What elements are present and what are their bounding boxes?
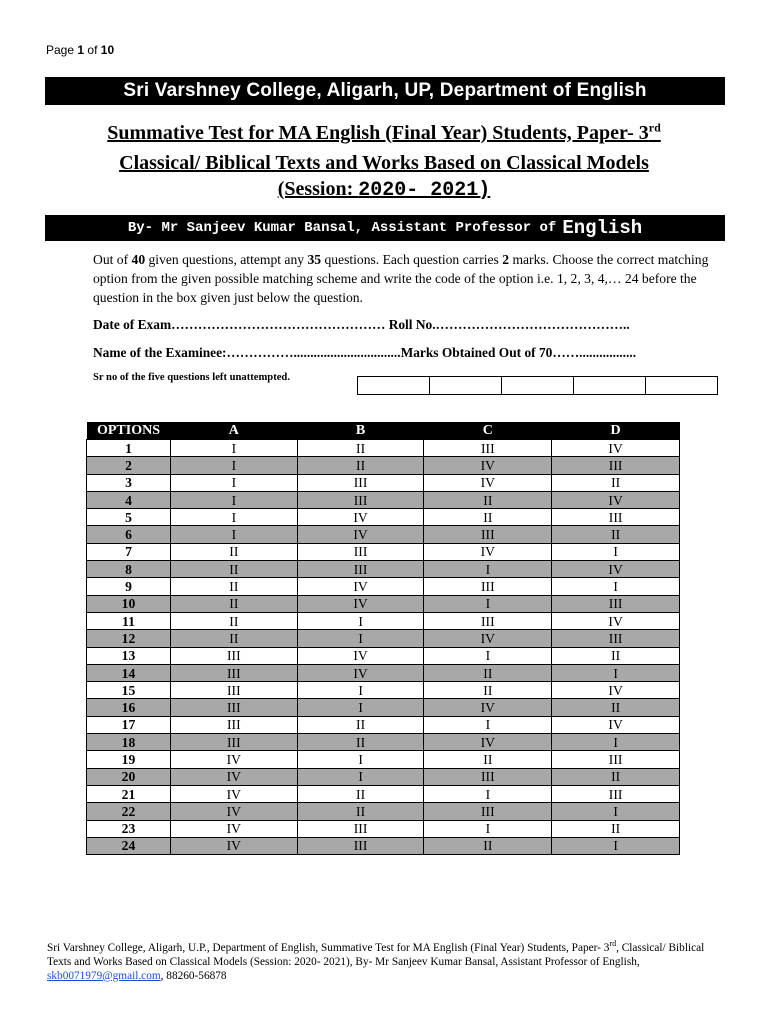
page-number: Page 1 of 10 bbox=[46, 43, 115, 57]
option-cell: III bbox=[424, 768, 552, 785]
option-cell: II bbox=[552, 474, 680, 491]
option-cell: I bbox=[297, 682, 424, 699]
option-cell: I bbox=[170, 526, 297, 543]
option-cell: IV bbox=[297, 595, 424, 612]
option-cell: III bbox=[552, 751, 680, 768]
option-cell: IV bbox=[170, 768, 297, 785]
table-row bbox=[87, 837, 680, 854]
option-cell: II bbox=[424, 682, 552, 699]
option-cell: IV bbox=[297, 664, 424, 681]
footer: Sri Varshney College, Aligarh, U.P., Department of English, Summative Test for MA English (Final Year) Students, Paper- 3rd, Classical/ Biblical Texts and Works Based on Classical Models (Session: 2020- 2021), By- Mr Sanjeev Kumar Bansal, Assistant Professor of English, skb0071979@gmail.com, 88260-56878 bbox=[47, 939, 705, 982]
option-number: 6 bbox=[87, 526, 171, 543]
column-header: D bbox=[552, 422, 680, 440]
option-cell: IV bbox=[297, 509, 424, 526]
option-number: 16 bbox=[87, 699, 171, 716]
column-header: C bbox=[424, 422, 552, 440]
table-row bbox=[87, 543, 680, 560]
option-cell: III bbox=[297, 561, 424, 578]
table-row bbox=[87, 699, 680, 716]
unattempted-box[interactable] bbox=[430, 377, 502, 394]
option-cell: I bbox=[297, 699, 424, 716]
option-cell: I bbox=[170, 474, 297, 491]
table-row bbox=[87, 820, 680, 837]
option-number: 18 bbox=[87, 734, 171, 751]
date-rollno-field[interactable]: Date of Exam………………………………………… Roll No.…………………………………….. bbox=[93, 317, 630, 332]
option-cell: III bbox=[297, 491, 424, 508]
option-number: 22 bbox=[87, 803, 171, 820]
option-cell: II bbox=[297, 785, 424, 802]
option-number: 8 bbox=[87, 561, 171, 578]
option-number: 11 bbox=[87, 612, 171, 629]
option-cell: IV bbox=[552, 716, 680, 733]
option-cell: IV bbox=[424, 543, 552, 560]
table-row bbox=[87, 630, 680, 647]
table-row bbox=[87, 664, 680, 681]
option-cell: IV bbox=[552, 682, 680, 699]
table-row bbox=[87, 526, 680, 543]
option-cell: I bbox=[424, 595, 552, 612]
column-header: A bbox=[170, 422, 297, 440]
option-cell: IV bbox=[424, 699, 552, 716]
option-cell: II bbox=[170, 578, 297, 595]
option-cell: IV bbox=[170, 785, 297, 802]
option-cell: III bbox=[170, 716, 297, 733]
option-cell: I bbox=[424, 647, 552, 664]
author-banner: By- Mr Sanjeev Kumar Bansal, Assistant Professor of English bbox=[45, 215, 725, 241]
table-row bbox=[87, 647, 680, 664]
option-cell: III bbox=[170, 682, 297, 699]
unattempted-boxes bbox=[357, 376, 718, 395]
column-header: OPTIONS bbox=[87, 422, 171, 440]
option-cell: IV bbox=[170, 820, 297, 837]
option-cell: I bbox=[424, 820, 552, 837]
option-cell: III bbox=[424, 526, 552, 543]
option-cell: IV bbox=[297, 647, 424, 664]
option-cell: II bbox=[297, 457, 424, 474]
option-number: 17 bbox=[87, 716, 171, 733]
option-cell: II bbox=[424, 837, 552, 854]
option-cell: III bbox=[424, 803, 552, 820]
option-cell: IV bbox=[170, 837, 297, 854]
option-cell: II bbox=[552, 699, 680, 716]
option-cell: I bbox=[170, 440, 297, 457]
table-body bbox=[87, 440, 680, 855]
option-cell: I bbox=[297, 768, 424, 785]
option-number: 7 bbox=[87, 543, 171, 560]
option-number: 23 bbox=[87, 820, 171, 837]
option-cell: III bbox=[424, 578, 552, 595]
table-row bbox=[87, 440, 680, 457]
email-link[interactable]: skb0071979@gmail.com bbox=[47, 969, 161, 982]
table-row bbox=[87, 716, 680, 733]
option-cell: I bbox=[297, 751, 424, 768]
table-row bbox=[87, 734, 680, 751]
option-cell: I bbox=[552, 543, 680, 560]
option-cell: II bbox=[170, 561, 297, 578]
option-cell: II bbox=[424, 491, 552, 508]
table-header-row bbox=[87, 422, 680, 440]
table-row bbox=[87, 595, 680, 612]
option-cell: II bbox=[552, 820, 680, 837]
option-cell: I bbox=[552, 837, 680, 854]
option-cell: IV bbox=[424, 734, 552, 751]
option-cell: II bbox=[424, 509, 552, 526]
option-number: 24 bbox=[87, 837, 171, 854]
option-cell: II bbox=[424, 664, 552, 681]
table-row bbox=[87, 474, 680, 491]
option-cell: II bbox=[297, 440, 424, 457]
unattempted-box[interactable] bbox=[646, 377, 717, 394]
option-cell: III bbox=[297, 543, 424, 560]
options-table bbox=[86, 422, 680, 855]
option-cell: IV bbox=[424, 474, 552, 491]
option-cell: I bbox=[552, 664, 680, 681]
unattempted-box[interactable] bbox=[502, 377, 574, 394]
option-cell: II bbox=[297, 803, 424, 820]
option-number: 2 bbox=[87, 457, 171, 474]
option-cell: I bbox=[297, 612, 424, 629]
table-row bbox=[87, 491, 680, 508]
table-row bbox=[87, 768, 680, 785]
table-row bbox=[87, 561, 680, 578]
option-cell: II bbox=[170, 543, 297, 560]
option-cell: IV bbox=[297, 578, 424, 595]
option-cell: III bbox=[170, 734, 297, 751]
option-cell: I bbox=[424, 785, 552, 802]
option-cell: IV bbox=[424, 457, 552, 474]
option-cell: III bbox=[170, 647, 297, 664]
option-cell: II bbox=[424, 751, 552, 768]
option-cell: III bbox=[552, 509, 680, 526]
paper-subtitle: Classical/ Biblical Texts and Works Based on Classical Models (Session: 2020- 2021) bbox=[119, 152, 649, 202]
option-number: 15 bbox=[87, 682, 171, 699]
option-cell: IV bbox=[552, 561, 680, 578]
option-number: 14 bbox=[87, 664, 171, 681]
option-cell: I bbox=[552, 803, 680, 820]
test-title: Summative Test for MA English (Final Year) Students, Paper- 3rd bbox=[107, 120, 661, 144]
option-cell: IV bbox=[297, 526, 424, 543]
option-cell: I bbox=[170, 457, 297, 474]
option-cell: III bbox=[297, 820, 424, 837]
unattempted-label: Sr no of the five questions left unattempted. bbox=[93, 372, 290, 383]
option-cell: III bbox=[297, 837, 424, 854]
table-row bbox=[87, 803, 680, 820]
option-number: 5 bbox=[87, 509, 171, 526]
option-number: 21 bbox=[87, 785, 171, 802]
college-banner: Sri Varshney College, Aligarh, UP, Department of English bbox=[45, 77, 725, 105]
option-cell: I bbox=[170, 491, 297, 508]
table-row bbox=[87, 457, 680, 474]
option-number: 3 bbox=[87, 474, 171, 491]
option-cell: III bbox=[552, 785, 680, 802]
table-row bbox=[87, 682, 680, 699]
option-cell: II bbox=[170, 595, 297, 612]
option-cell: I bbox=[424, 716, 552, 733]
option-cell: II bbox=[552, 768, 680, 785]
option-number: 20 bbox=[87, 768, 171, 785]
instructions-paragraph: Out of 40 given questions, attempt any 35 questions. Each question carries 2 marks. Choose the correct matching option from the given possible matching scheme and write the code of the option i.e. 1, 2, 3, 4,… 24 before the question in the box given just below the question. bbox=[93, 252, 709, 305]
option-cell: I bbox=[170, 509, 297, 526]
option-number: 10 bbox=[87, 595, 171, 612]
unattempted-box[interactable] bbox=[358, 377, 430, 394]
option-cell: III bbox=[424, 612, 552, 629]
option-cell: I bbox=[552, 734, 680, 751]
option-cell: IV bbox=[170, 751, 297, 768]
option-cell: III bbox=[297, 474, 424, 491]
option-cell: II bbox=[170, 630, 297, 647]
option-cell: III bbox=[424, 440, 552, 457]
option-cell: II bbox=[170, 612, 297, 629]
table-row bbox=[87, 785, 680, 802]
table-row bbox=[87, 509, 680, 526]
option-cell: III bbox=[170, 699, 297, 716]
option-number: 1 bbox=[87, 440, 171, 457]
option-cell: IV bbox=[552, 612, 680, 629]
option-cell: III bbox=[170, 664, 297, 681]
option-cell: I bbox=[424, 561, 552, 578]
option-cell: I bbox=[297, 630, 424, 647]
option-number: 9 bbox=[87, 578, 171, 595]
option-cell: II bbox=[552, 526, 680, 543]
option-cell: IV bbox=[552, 440, 680, 457]
option-number: 13 bbox=[87, 647, 171, 664]
table-row bbox=[87, 751, 680, 768]
unattempted-box[interactable] bbox=[574, 377, 646, 394]
option-number: 12 bbox=[87, 630, 171, 647]
option-cell: II bbox=[297, 734, 424, 751]
option-cell: IV bbox=[170, 803, 297, 820]
table-row bbox=[87, 612, 680, 629]
option-number: 19 bbox=[87, 751, 171, 768]
option-cell: IV bbox=[552, 491, 680, 508]
examinee-marks-field[interactable]: Name of the Examinee:……………................................Marks Obtained Out of 70……................. bbox=[93, 345, 637, 360]
option-cell: II bbox=[552, 647, 680, 664]
option-cell: IV bbox=[424, 630, 552, 647]
option-cell: III bbox=[552, 630, 680, 647]
table-row bbox=[87, 578, 680, 595]
column-header: B bbox=[297, 422, 424, 440]
option-cell: II bbox=[297, 716, 424, 733]
option-number: 4 bbox=[87, 491, 171, 508]
option-cell: I bbox=[552, 578, 680, 595]
option-cell: III bbox=[552, 595, 680, 612]
option-cell: III bbox=[552, 457, 680, 474]
